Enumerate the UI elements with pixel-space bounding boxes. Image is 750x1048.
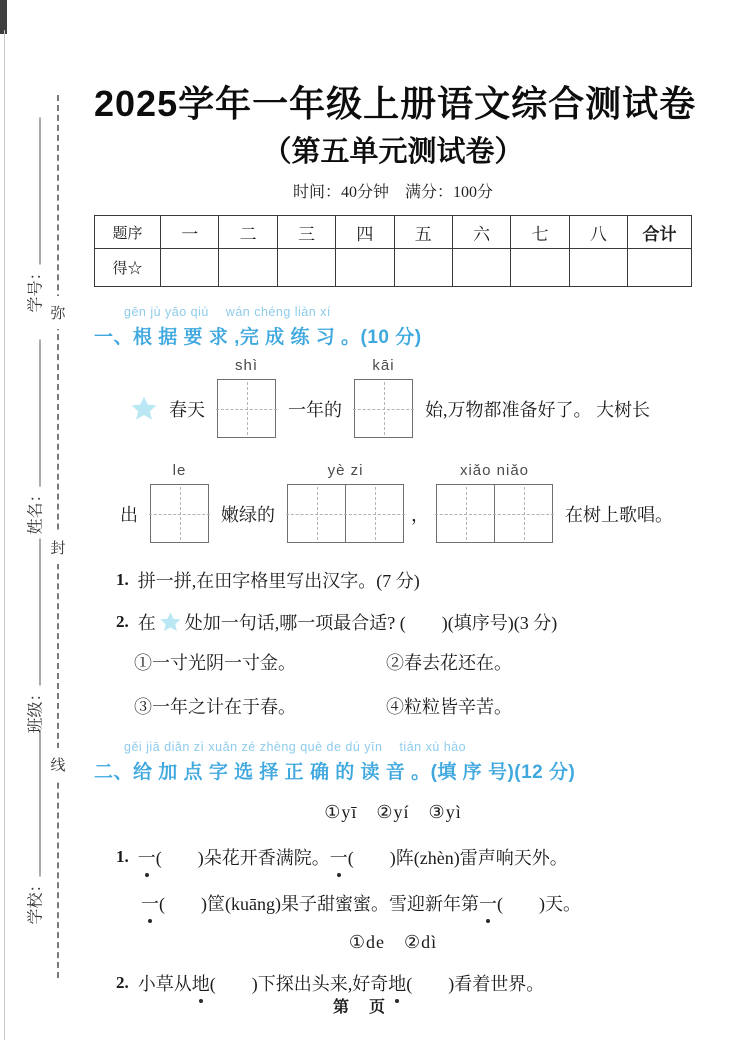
exam-sidebar bbox=[0, 0, 80, 1048]
grid-cell bbox=[287, 484, 346, 543]
score-col-8: 八 bbox=[569, 216, 627, 249]
grid-cell bbox=[354, 379, 413, 438]
student-id-blank-line bbox=[40, 118, 41, 265]
text-segment: 小草从 bbox=[137, 974, 192, 994]
section1-title: 一、根 据 要 求 ,完 成 练 习 。(10 分) bbox=[94, 327, 422, 348]
text-segment: ( )看着世界。 bbox=[406, 974, 545, 994]
section1-question-2 bbox=[116, 609, 692, 635]
section2-title: 二、给 加 点 字 选 择 正 确 的 读 音 。(填 序 号)(12 分) bbox=[94, 762, 576, 783]
section1-options bbox=[134, 649, 692, 719]
grid-cell bbox=[150, 484, 209, 543]
grid-cell bbox=[436, 484, 495, 543]
time-score-info: 时间：40分钟 满分：100分 bbox=[292, 184, 493, 201]
question-number: 1. bbox=[116, 570, 129, 589]
section1-header bbox=[94, 302, 692, 349]
tianzige-box-double bbox=[287, 462, 404, 543]
pinyin-label: xiǎo niǎo bbox=[459, 462, 530, 479]
seal-char-feng: 封 bbox=[49, 531, 66, 564]
exercise-line-1 bbox=[130, 357, 692, 438]
section2-question-2 bbox=[116, 970, 692, 996]
pronunciation-choices-de: ①de ②dì bbox=[348, 932, 438, 952]
text-segment: ( )朵花开香满院。 bbox=[155, 848, 330, 868]
student-name-label: 姓名： bbox=[27, 486, 45, 535]
question-number: 2. bbox=[116, 612, 129, 631]
pronunciation-choices-yi: ①yī ②yí ③yì bbox=[324, 802, 462, 822]
class-blank-line bbox=[40, 539, 41, 686]
grid-cell bbox=[346, 484, 404, 543]
tianzige-box bbox=[217, 357, 276, 438]
question-number: 1. bbox=[116, 847, 129, 866]
score-header-label: 题序 bbox=[95, 216, 161, 249]
text-segment: ( )阵(zhèn)雷声响天外。 bbox=[347, 848, 568, 868]
tianzige-box bbox=[150, 462, 209, 543]
score-cell-empty bbox=[161, 249, 219, 287]
pinyin-label: le bbox=[172, 462, 187, 479]
section2-pinyin: gěi jiā diǎn zì xuǎn zé zhèng què de dú yīn tián xù hào bbox=[124, 740, 467, 754]
exercise-line-2 bbox=[120, 462, 692, 543]
class-label: 班级： bbox=[27, 685, 45, 734]
text-segment: ( )筐(kuāng)果子甜蜜蜜。雪迎新年第 bbox=[159, 894, 479, 914]
exercise-text: 始,万物都准备好了。 大树长 bbox=[425, 399, 650, 420]
school-blank-line bbox=[40, 730, 41, 877]
seal-char-xian: 线 bbox=[49, 748, 66, 781]
character-grid bbox=[150, 484, 209, 543]
score-cell-empty bbox=[394, 249, 452, 287]
score-table-score-row bbox=[95, 249, 692, 287]
score-table-header-row bbox=[95, 216, 692, 249]
seal-char-mi: 弥 bbox=[49, 296, 66, 329]
score-cell-empty bbox=[628, 249, 692, 287]
question-number: 2. bbox=[116, 973, 129, 992]
tianzige-box bbox=[354, 357, 413, 438]
dotted-char: 地 bbox=[388, 970, 406, 996]
school-label: 学校： bbox=[27, 876, 45, 925]
star-icon bbox=[159, 611, 182, 633]
student-id-field bbox=[23, 118, 45, 313]
question-text: 处加一句话,哪一项最合适? ( )(填序号)(3 分) bbox=[184, 613, 558, 633]
option-3: ③一年之计在于春。 bbox=[134, 697, 296, 717]
score-col-1: 一 bbox=[161, 216, 219, 249]
dotted-char: 一 bbox=[138, 844, 156, 870]
question-line bbox=[138, 970, 545, 996]
question-text: 在 bbox=[137, 613, 156, 633]
exercise-text: 一年的 bbox=[288, 399, 342, 420]
character-grid bbox=[436, 484, 553, 543]
dotted-char: 一 bbox=[330, 844, 348, 870]
student-name-blank-line bbox=[40, 340, 41, 487]
option-2: ②春去花还在。 bbox=[386, 653, 512, 673]
score-col-3: 三 bbox=[277, 216, 335, 249]
school-field bbox=[23, 730, 45, 925]
score-col-5: 五 bbox=[394, 216, 452, 249]
section2-question-1-line-2 bbox=[141, 890, 692, 916]
score-cell-empty bbox=[219, 249, 277, 287]
exercise-comma: ， bbox=[411, 504, 429, 525]
grid-cell bbox=[495, 484, 553, 543]
section1-pinyin: gēn jù yāo qiú wán chéng liàn xí bbox=[124, 305, 331, 319]
dotted-char: 地 bbox=[192, 970, 210, 996]
score-col-4: 四 bbox=[336, 216, 394, 249]
pinyin-label: yè zi bbox=[327, 462, 364, 479]
exercise-text: 出 bbox=[120, 504, 138, 525]
text-segment: ( )天。 bbox=[496, 894, 581, 914]
character-grid bbox=[354, 379, 413, 438]
dotted-char: 一 bbox=[141, 890, 159, 916]
section2-header bbox=[94, 737, 692, 784]
pinyin-label: shì bbox=[234, 357, 258, 374]
exercise-text: 嫩绿的 bbox=[221, 504, 275, 525]
question-line bbox=[138, 844, 568, 870]
student-name-field bbox=[23, 340, 45, 535]
character-grid bbox=[217, 379, 276, 438]
paper-subtitle: （第五单元测试卷） bbox=[262, 136, 524, 168]
question-text: 拼一拼,在田字格里写出汉字。(7 分) bbox=[137, 571, 420, 591]
score-total-label: 合计 bbox=[628, 216, 692, 249]
paper-title: 2025学年一年级上册语文综合测试卷 bbox=[94, 83, 697, 124]
score-col-2: 二 bbox=[219, 216, 277, 249]
class-field bbox=[23, 539, 45, 734]
grid-cell bbox=[217, 379, 276, 438]
page-number-footer: 第 页 bbox=[332, 999, 387, 1016]
paper-main bbox=[94, 0, 697, 996]
section2-question-1 bbox=[116, 844, 692, 870]
option-4: ④粒粒皆辛苦。 bbox=[386, 697, 512, 717]
text-segment: ( )下探出头来,好奇 bbox=[209, 974, 389, 994]
score-cell-empty bbox=[336, 249, 394, 287]
option-1: ①一寸光阴一寸金。 bbox=[134, 653, 296, 673]
exercise-text: 在树上歌唱。 bbox=[565, 504, 673, 525]
exercise-text: 春天 bbox=[169, 399, 205, 420]
tianzige-box-double bbox=[436, 462, 553, 543]
score-cell-empty bbox=[511, 249, 569, 287]
score-cell-empty bbox=[277, 249, 335, 287]
student-id-label: 学号： bbox=[27, 264, 45, 313]
score-cell-empty bbox=[569, 249, 627, 287]
score-row-label: 得☆ bbox=[95, 249, 161, 287]
pinyin-label: kāi bbox=[372, 357, 395, 374]
character-grid bbox=[287, 484, 404, 543]
dotted-char: 一 bbox=[479, 890, 497, 916]
score-cell-empty bbox=[452, 249, 510, 287]
section1-question-1 bbox=[116, 567, 692, 593]
score-col-6: 六 bbox=[452, 216, 510, 249]
score-col-7: 七 bbox=[511, 216, 569, 249]
score-table bbox=[94, 215, 692, 287]
star-icon bbox=[130, 395, 158, 422]
